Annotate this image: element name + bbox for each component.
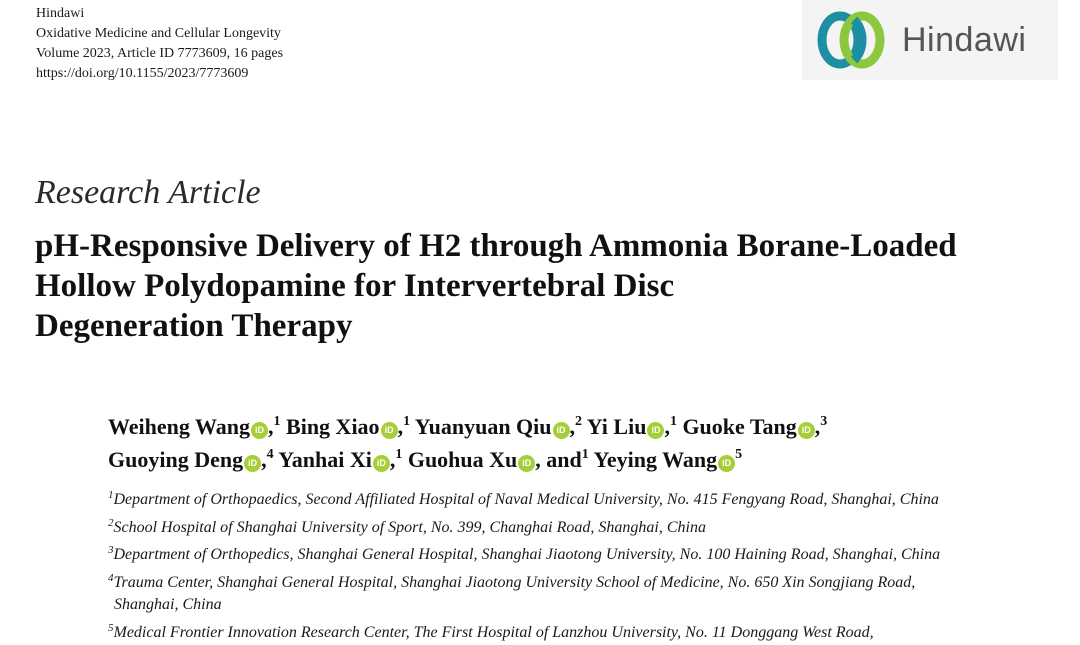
affiliation-list (108, 484, 1068, 645)
author-line (108, 441, 1068, 474)
affiliation-text: Medical Frontier Innovation Research Center, The First Hospital of Lanzhou University, No. 11 Donggang West Road, (113, 623, 874, 641)
affiliation-number: 5 (108, 621, 114, 634)
publisher-name: Hindawi (36, 6, 85, 21)
author-separator: , (389, 447, 396, 472)
author-separator: , (261, 447, 267, 472)
author (278, 447, 402, 472)
orcid-icon[interactable]: iD (718, 455, 735, 472)
affiliation (108, 567, 1068, 595)
affiliation-number: 1 (395, 447, 403, 462)
author (286, 414, 410, 439)
author-name[interactable]: Yi Liu (586, 414, 647, 439)
orcid-icon[interactable]: iD (553, 422, 570, 439)
author-separator: , (397, 414, 404, 439)
author-name[interactable]: Yanhai Xi (278, 447, 372, 472)
article-title (35, 226, 1075, 346)
author-separator: , (268, 414, 274, 439)
author-name[interactable]: Weiheng Wang (108, 414, 251, 439)
author-separator: , and (535, 447, 582, 472)
affiliation (108, 539, 1068, 567)
affiliation (108, 512, 1068, 540)
affiliation-number: 1 (273, 414, 281, 429)
orcid-icon[interactable]: iD (251, 422, 268, 439)
author (593, 447, 742, 472)
author-name[interactable]: Yeying Wang (593, 447, 718, 472)
affiliation (108, 484, 1068, 512)
author-separator: , (664, 414, 670, 439)
affiliation-number: 1 (108, 489, 114, 501)
affiliation-continuation (108, 594, 1068, 617)
author-name[interactable]: Bing Xiao (286, 414, 380, 439)
affiliation-number: 4 (108, 571, 114, 584)
hindawi-logo (802, 0, 1058, 80)
orcid-icon[interactable]: iD (244, 455, 261, 472)
author-name[interactable]: Guoke Tang (682, 414, 797, 439)
affiliation-text: Department of Orthopedics, Shanghai General Hospital, Shanghai Jiaotong University, No. 100 Haining Road, Shanghai, China (113, 546, 941, 564)
author-name[interactable]: Guoying Deng (108, 447, 244, 472)
affiliation-text: Trauma Center, Shanghai General Hospital, Shanghai Jiaotong University School of Medicine, No. 650 Xin Songjiang Road, (113, 573, 916, 591)
article-type: Research Article (35, 174, 261, 211)
affiliation-number: 1 (581, 447, 589, 462)
title-line: Degeneration Therapy (35, 308, 353, 344)
affiliation-number: 5 (735, 447, 743, 462)
author-line (108, 408, 1068, 441)
affiliation-number: 1 (669, 414, 677, 429)
author-name[interactable]: Yuanyuan Qiu (414, 414, 552, 439)
affiliation-number: 2 (108, 516, 114, 529)
logo-wordmark: Hindawi (902, 20, 1027, 59)
author (108, 447, 274, 472)
orcid-icon[interactable]: iD (647, 422, 664, 439)
author (408, 447, 589, 472)
author-name[interactable]: Guohua Xu (407, 447, 518, 472)
journal-name: Oxidative Medicine and Cellular Longevity (36, 26, 281, 41)
affiliation-number: 4 (266, 447, 274, 462)
author-separator: , (814, 414, 821, 439)
orcid-icon[interactable]: iD (518, 455, 535, 472)
author (108, 414, 281, 439)
author (587, 414, 677, 439)
article-meta (36, 4, 283, 84)
author (682, 414, 827, 439)
affiliation-number: 3 (820, 414, 828, 429)
orcid-icon[interactable]: iD (798, 422, 815, 439)
title-line: Hollow Polydopamine for Intervertebral Disc (35, 268, 675, 304)
affiliation-number: 2 (575, 414, 583, 429)
orcid-icon[interactable]: iD (373, 455, 390, 472)
title-line: pH-Responsive Delivery of H2 through Ammonia Borane-Loaded (35, 228, 957, 264)
hindawi-rings-icon (814, 8, 894, 72)
affiliation-text: Shanghai, China (114, 596, 222, 614)
doi-link[interactable]: https://doi.org/10.1155/2023/7773609 (36, 66, 249, 81)
author (415, 414, 582, 439)
volume-info: Volume 2023, Article ID 7773609, 16 pages (36, 46, 284, 61)
affiliation-text: School Hospital of Shanghai University of Sport, No. 399, Changhai Road, Shanghai, China (113, 518, 706, 536)
orcid-icon[interactable]: iD (381, 422, 398, 439)
author-list (108, 408, 1068, 474)
affiliation-text: Department of Orthopaedics, Second Affiliated Hospital of Naval Medical University, No. 415 Fengyang Road, Shanghai, China (113, 491, 939, 508)
affiliation (108, 617, 1068, 645)
author-separator: , (569, 414, 576, 439)
affiliation-number: 3 (108, 544, 114, 557)
affiliation-number: 1 (403, 414, 411, 429)
